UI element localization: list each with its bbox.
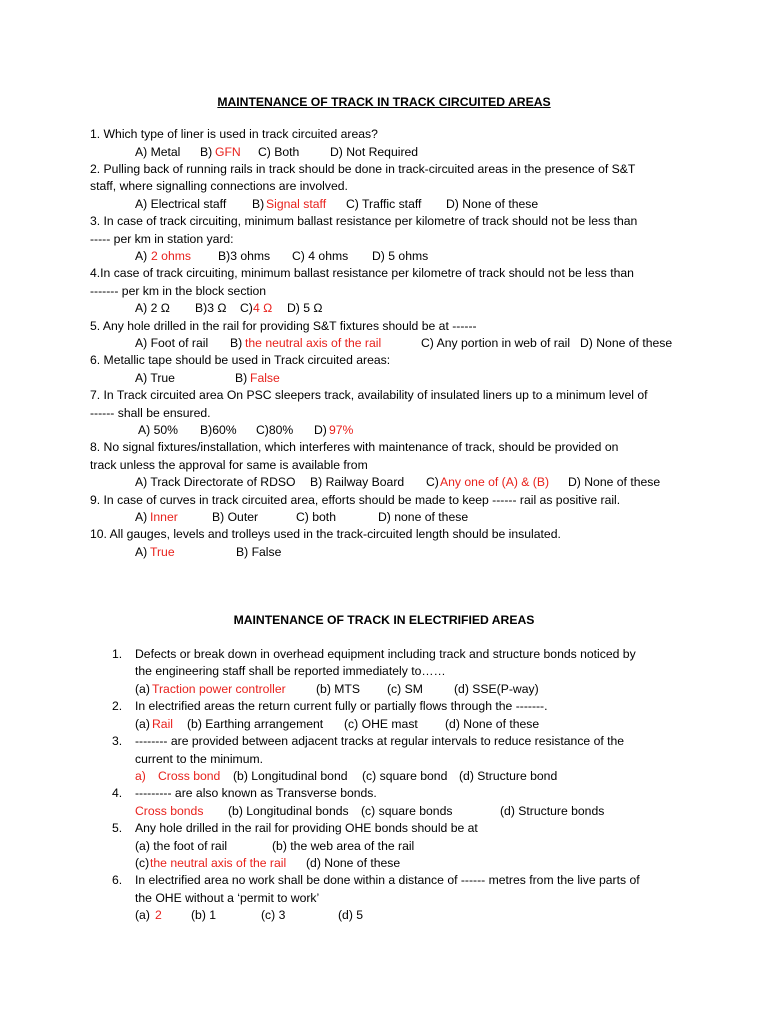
question-text: D) none of these [378,510,469,524]
question-text: A) Track Directorate of RDSO [135,475,296,489]
question-text: (a) [135,908,150,922]
section1-line [0,509,768,526]
question-text: 3. In case of track circuiting, minimum ballast resistance per kilometre of track should not be less than [90,214,638,228]
section2-line [0,698,768,715]
question-text: ------- per km in the block section [90,284,267,298]
question-text: (d) 5 [338,908,364,922]
answer-text: 2 [155,908,162,922]
question-text: A) Metal [135,145,181,159]
question-text: A) 2 Ω [135,301,170,315]
section1-line [0,178,768,195]
section1-line [0,318,768,335]
section2-line [0,907,768,924]
question-text: C) [426,475,439,489]
section1-line [0,231,768,248]
question-text: (c) OHE mast [344,717,418,731]
answer-text: 4 Ω [253,301,273,315]
question-text: 4. [112,786,123,800]
question-text: B) [235,371,248,385]
question-text: (c) square bond [362,769,448,783]
question-text: 2. Pulling back of running rails in track should be done in track-circuited areas in the presence of S&T [90,162,636,176]
answer-text: Cross bond [158,769,221,783]
section1-line [0,196,768,213]
question-text: In electrified area no work shall be done within a distance of ------ metres from the live parts of [135,873,640,887]
question-text: (c) [135,856,150,870]
question-text: A) [135,249,148,263]
question-text: track unless the approval for same is available from [90,458,368,472]
question-text: C) Both [258,145,300,159]
section2-line [0,785,768,802]
question-text: B) [252,197,265,211]
answer-text: the neutral axis of the rail [245,336,382,350]
question-text: A) [135,510,148,524]
question-text: 4.In case of track circuiting, minimum ballast resistance per kilometre of track should not be less than [90,266,634,280]
question-text: B)3 ohms [218,249,271,263]
section2-line [0,768,768,785]
question-text: B) Outer [212,510,259,524]
section2-title: MAINTENANCE OF TRACK IN ELECTRIFIED AREAS [233,613,535,627]
question-text: C) Traffic staff [346,197,422,211]
section2-line [0,646,768,663]
section1-line [0,544,768,561]
question-text: (c) 3 [261,908,286,922]
question-text: Any hole drilled in the rail for providing OHE bonds should be at [135,821,478,835]
question-text: A) 50% [138,423,178,437]
answer-text: True [150,545,175,559]
section1-line [0,213,768,230]
question-text: B) False [236,545,282,559]
section1-line [0,126,768,143]
question-text: C) [240,301,253,315]
question-text: (b) the web area of the rail [272,839,415,853]
section2-line [0,872,768,889]
question-text: 7. In Track circuited area On PSC sleepers track, availability of insulated liners up to a minimum level of [90,388,648,402]
question-text: In electrified areas the return current fully or partially flows through the -------. [135,699,548,713]
question-text: D) [314,423,327,437]
section2-line [0,820,768,837]
section1-line [0,283,768,300]
question-text: C)80% [256,423,294,437]
question-text: D) Not Required [330,145,419,159]
section2-line [0,838,768,855]
answer-text: 97% [329,423,354,437]
question-text: 3. [112,734,123,748]
section1-line [0,387,768,404]
question-text: (b) Longitudinal bonds [228,804,349,818]
section2-line [0,855,768,872]
question-text: (a) [135,682,150,696]
answer-text: Traction power controller [152,682,286,696]
question-text: (d) Structure bond [459,769,558,783]
question-text: (a) [135,717,150,731]
section1-title: MAINTENANCE OF TRACK IN TRACK CIRCUITED AREAS [217,95,551,109]
question-text: (d) Structure bonds [500,804,605,818]
question-text: ------ shall be ensured. [90,406,211,420]
question-text: C) 4 ohms [292,249,349,263]
question-text: D) None of these [568,475,661,489]
answer-text: Signal staff [266,197,327,211]
question-text: current to the minimum. [135,752,264,766]
question-text: C) Any portion in web of rail [421,336,571,350]
section2-line [0,751,768,768]
question-text: A) Electrical staff [135,197,227,211]
question-text: Defects or break down in overhead equipment including track and structure bonds noticed by [135,647,636,661]
question-text: (d) None of these [445,717,540,731]
question-text: B)60% [200,423,237,437]
answer-text: GFN [215,145,241,159]
answer-text: Rail [152,717,173,731]
section1-line [0,144,768,161]
question-text: (a) the foot of rail [135,839,228,853]
section1-line [0,352,768,369]
section1-line [0,161,768,178]
question-text: --------- are also known as Transverse bonds. [135,786,377,800]
question-text: 8. No signal fixtures/installation, which interferes with maintenance of track, should be provided on [90,440,619,454]
section1-line [0,474,768,491]
question-text: (b) Earthing arrangement [187,717,324,731]
section1-line [0,335,768,352]
answer-text: the neutral axis of the rail [150,856,287,870]
answer-text: 2 ohms [151,249,191,263]
section1-line [0,422,768,439]
question-text: 6. [112,873,123,887]
answer-text: Any one of (A) & (B) [440,475,550,489]
question-text: ----- per km in station yard: [90,232,234,246]
question-text: 1. [112,647,123,661]
section1-line [0,265,768,282]
question-text: -------- are provided between adjacent tracks at regular intervals to reduce resistance of the [135,734,625,748]
question-text: D) 5 Ω [287,301,323,315]
question-text: 5. Any hole drilled in the rail for providing S&T fixtures should be at ------ [90,319,477,333]
question-text: the OHE without a ‘permit to work’ [135,891,320,905]
question-text: 1. Which type of liner is used in track circuited areas? [90,127,378,141]
section1-line [0,370,768,387]
section1-line [0,492,768,509]
answer-text: False [250,371,280,385]
question-text: 6. Metallic tape should be used in Track circuited areas: [90,353,391,367]
question-text: (b) Longitudinal bond [233,769,348,783]
question-text: (b) 1 [191,908,217,922]
question-text: staff, where signalling connections are involved. [90,179,348,193]
question-text: D) None of these [446,197,539,211]
section2-line [0,803,768,820]
section1-line [0,405,768,422]
answer-text: Inner [150,510,178,524]
question-text: 10. All gauges, levels and trolleys used in the track-circuited length should be insulated. [90,527,561,541]
section1-line [0,248,768,265]
section1-line [0,300,768,317]
section2-line [0,890,768,907]
question-text: (b) MTS [316,682,361,696]
question-text: A) [135,545,148,559]
question-text: the engineering staff shall be reported immediately to…… [135,664,446,678]
question-text: (d) None of these [306,856,401,870]
section2-line [0,716,768,733]
question-text: B)3 Ω [195,301,227,315]
answer-text: a) [135,769,146,783]
question-text: 9. In case of curves in track circuited area, efforts should be made to keep ------ rail as positive rail. [90,493,621,507]
section1-line [0,457,768,474]
question-text: B) Railway Board [310,475,405,489]
question-text: A) True [135,371,175,385]
question-text: 5. [112,821,123,835]
question-text: C) both [296,510,336,524]
question-text: (c) SM [387,682,423,696]
section2-line [0,663,768,680]
question-text: 2. [112,699,123,713]
section1-line [0,526,768,543]
question-text: D) 5 ohms [372,249,429,263]
question-text: A) Foot of rail [135,336,209,350]
question-text: (d) SSE(P-way) [454,682,539,696]
question-text: B) [230,336,243,350]
question-text: (c) square bonds [361,804,453,818]
answer-text: Cross bonds [135,804,204,818]
section1-line [0,439,768,456]
question-text: B) [200,145,213,159]
section2-line [0,681,768,698]
question-text: D) None of these [580,336,673,350]
section2-line [0,733,768,750]
